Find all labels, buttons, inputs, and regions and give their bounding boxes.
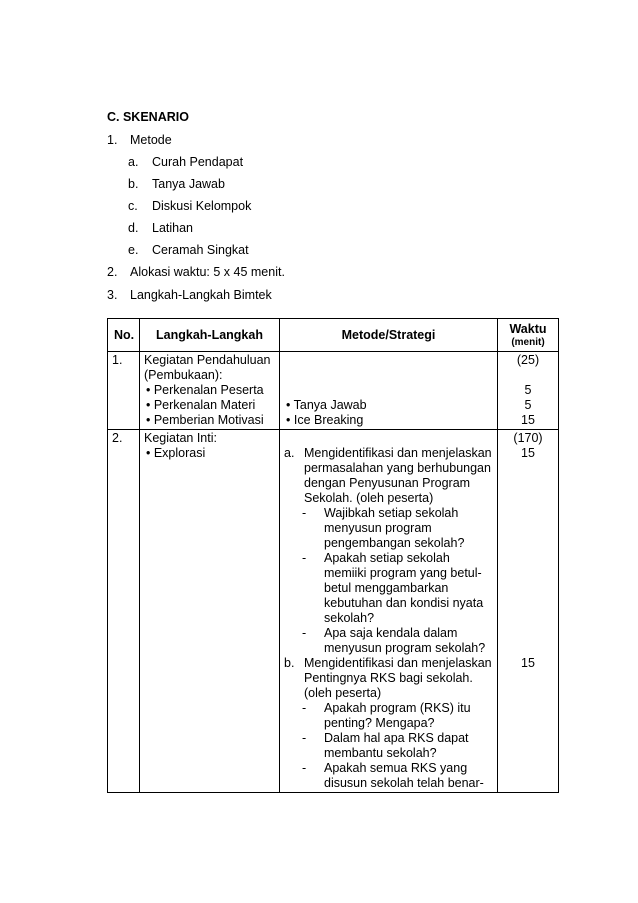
list-text: Metode (130, 133, 172, 147)
question-text: Dalam hal apa RKS dapat membantu sekolah? (324, 731, 469, 760)
list-item-3 (107, 287, 272, 303)
method-cell-item: • Ice Breaking (286, 413, 364, 427)
time-value: 15 (521, 656, 535, 670)
header-steps: Langkah-Langkah (140, 319, 280, 352)
list-item-2 (107, 264, 285, 280)
method-text: Diskusi Kelompok (152, 199, 252, 213)
method-item-c (128, 198, 252, 214)
steps-table (107, 318, 559, 793)
question-dash: - (302, 506, 307, 520)
row-number: 1. (108, 352, 140, 430)
question-dash: - (302, 701, 307, 715)
header-method: Metode/Strategi (280, 319, 498, 352)
row-time (498, 352, 559, 430)
list-text: Alokasi waktu: 5 x 45 menit. (130, 265, 285, 279)
list-text: Langkah-Langkah Bimtek (130, 288, 272, 302)
table-header-row (108, 319, 559, 352)
question-text: Apakah setiap sekolah memiiki program yang betul-betul menggambarkan kebutuhan dan kondisi nyata sekolah? (324, 551, 484, 625)
method-text: Latihan (152, 221, 194, 235)
list-item-1 (107, 132, 172, 148)
point-label: a. (284, 446, 295, 460)
method-label: e. (128, 243, 139, 257)
row-title: Kegiatan Inti: (144, 431, 217, 445)
method-item-a (128, 154, 244, 170)
method-point-b (284, 656, 493, 701)
question-item (284, 731, 493, 761)
method-text: Ceramah Singkat (152, 243, 249, 257)
method-label: b. (128, 177, 139, 191)
question-item (284, 761, 493, 791)
step-item: • Perkenalan Peserta (146, 383, 264, 397)
question-dash: - (302, 551, 307, 565)
section-title: C. SKENARIO (107, 110, 189, 124)
point-text: Mengidentifikasi dan menjelaskan Pentingnya RKS bagi sekolah. (oleh peserta) (304, 656, 492, 700)
method-item-d (128, 220, 194, 236)
time-total: (170) (513, 431, 543, 445)
row-title: Kegiatan Pendahuluan (Pembukaan): (144, 353, 271, 382)
method-item-b (128, 176, 225, 192)
row-time (498, 430, 559, 793)
question-text: Apakah program (RKS) itu penting? Mengapa? (324, 701, 471, 730)
point-text: Mengidentifikasi dan menjelaskan permasalahan yang berhubungan dengan Penyusunan Program Sekolah. (oleh peserta) (304, 446, 492, 505)
method-text: Curah Pendapat (152, 155, 244, 169)
method-label: c. (128, 199, 138, 213)
method-label: a. (128, 155, 139, 169)
question-item (284, 701, 493, 731)
row-steps (140, 352, 280, 430)
question-item (284, 626, 493, 656)
point-label: b. (284, 656, 295, 670)
question-dash: - (302, 761, 307, 775)
row-methods (280, 430, 498, 793)
row-methods (280, 352, 498, 430)
time-total: (25) (516, 353, 540, 367)
list-number: 3. (107, 288, 118, 302)
method-text: Tanya Jawab (152, 177, 225, 191)
method-item-e (128, 242, 249, 258)
time-value: 5 (524, 398, 532, 412)
header-time-label: Waktu (509, 321, 547, 336)
header-no: No. (108, 319, 140, 352)
row-number: 2. (108, 430, 140, 793)
time-value: 5 (524, 383, 532, 397)
method-point-a (284, 446, 493, 506)
list-number: 1. (107, 133, 118, 147)
step-item: • Pemberian Motivasi (146, 413, 264, 427)
step-item: • Explorasi (146, 446, 206, 460)
header-time-unit: (menit) (511, 336, 545, 348)
method-cell-item (284, 383, 493, 398)
header-time (498, 319, 559, 352)
table-row (108, 352, 559, 430)
time-value: 15 (521, 413, 535, 427)
method-label: d. (128, 221, 139, 235)
row-steps (140, 430, 280, 793)
question-text: Apakah semua RKS yang disusun sekolah telah benar- (324, 761, 484, 790)
method-cell-item: • Tanya Jawab (286, 398, 367, 412)
table-row (108, 430, 559, 793)
question-item (284, 551, 493, 626)
time-value: 15 (521, 446, 535, 460)
question-item (284, 506, 493, 551)
question-dash: - (302, 731, 307, 745)
list-number: 2. (107, 265, 118, 279)
question-dash: - (302, 626, 307, 640)
question-text: Wajibkah setiap sekolah menyusun program pengembangan sekolah? (324, 506, 465, 550)
step-item: • Perkenalan Materi (146, 398, 256, 412)
question-text: Apa saja kendala dalam menyusun program sekolah? (324, 626, 486, 655)
